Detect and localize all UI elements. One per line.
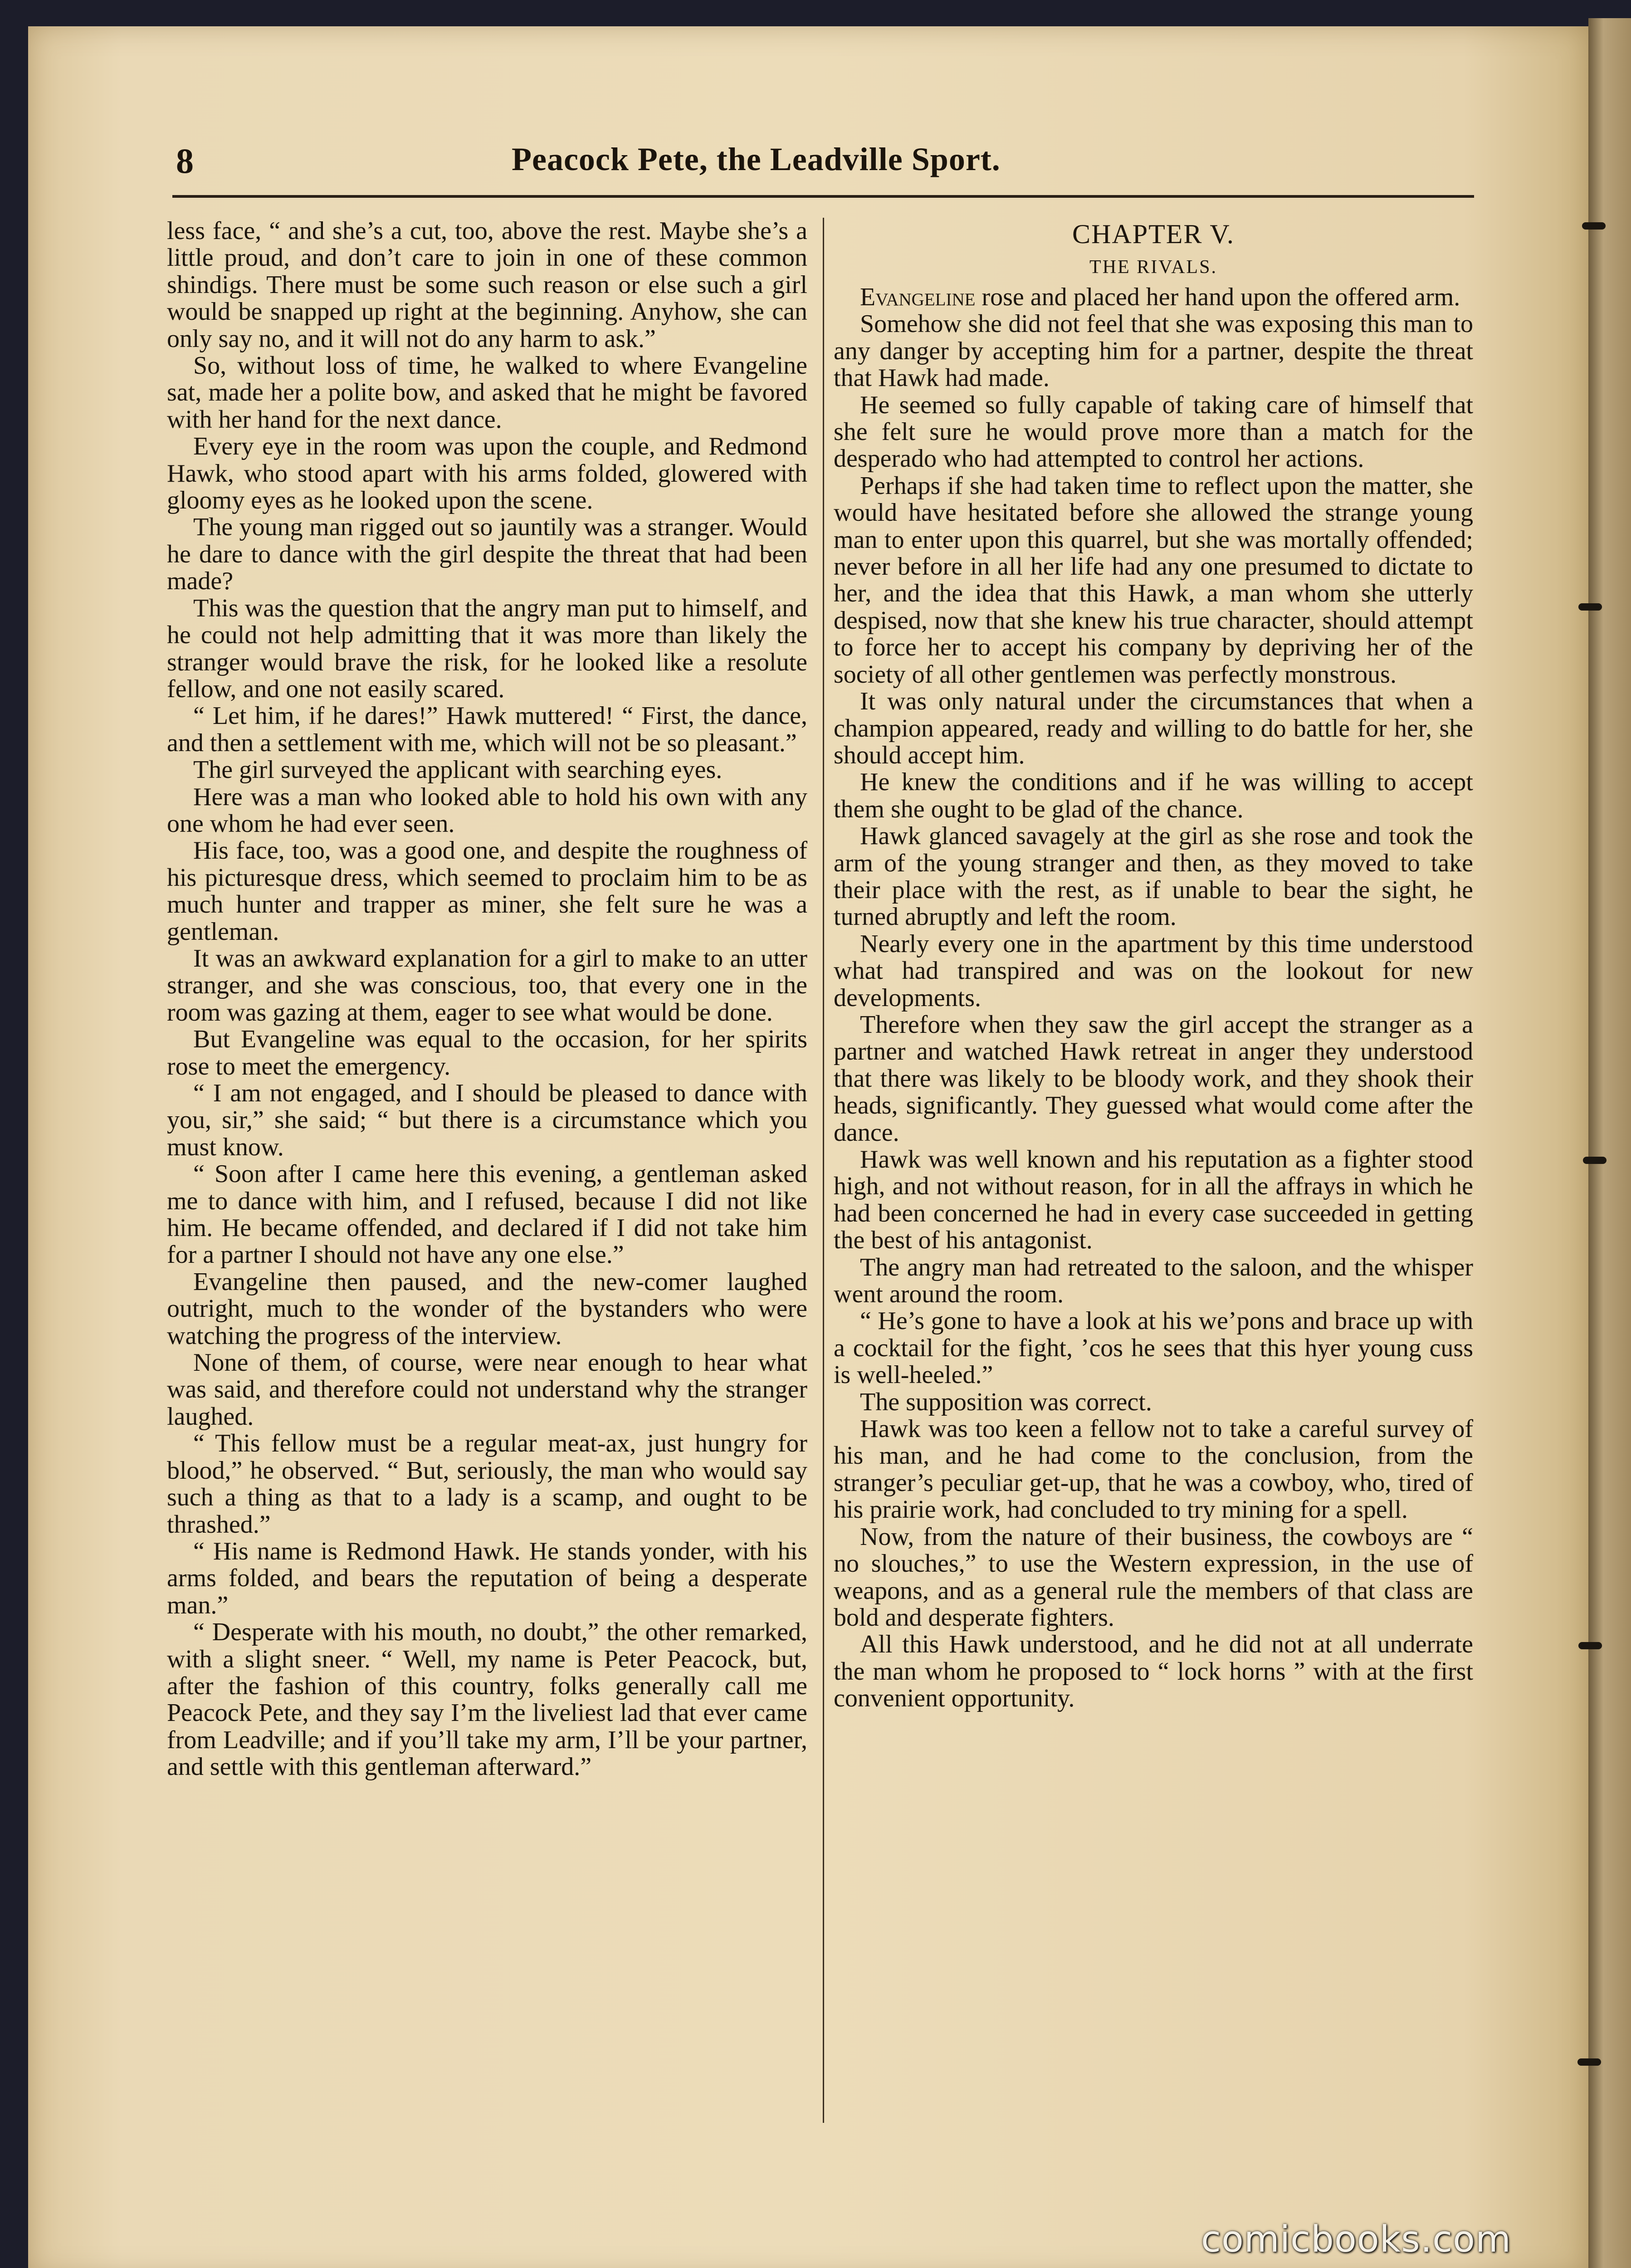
paragraph: He knew the conditions and if he was willing to accept them she ought to be glad of the chance. [834,768,1473,823]
paragraph: “ He’s gone to have a look at his we’pons and brace up with a cocktail for the fight, ’cos he sees that this hyer young cuss is well-heeled.” [834,1307,1473,1389]
paragraph: This was the question that the angry man put to himself, and he could not help admitting that it was more than likely the stranger would brave the risk, for he looked like a resolute fellow, and one not easily scared. [167,594,807,703]
paragraph: “ His name is Redmond Hawk. He stands yonder, with his arms folded, and bears the reputation of being a desperate man.” [167,1537,807,1619]
paragraph: “ This fellow must be a regular meat-ax, just hungry for blood,” he observed. “ But, seriously, the man who would say such a thing as that to a lady is a scamp, and ought to be thrashed.” [167,1429,807,1539]
paragraph: Here was a man who looked able to hold his own with any one whom he had ever seen. [167,782,807,838]
chapter-opening-word: Evangeline [860,283,976,311]
paragraph: The young man rigged out so jauntily was a stranger. Would he dare to dance with the girl despite the threat that had been made? [167,513,807,596]
chapter-opening-paragraph [834,284,1473,311]
column-divider [823,218,824,2123]
paragraph: His face, too, was a good one, and despite the roughness of his picturesque dress, which seemed to proclaim him to be as much hunter and trapper as miner, she felt sure he was a gentleman. [167,836,807,946]
chapter-title: CHAPTER V. [1072,219,1235,249]
paragraph: It was only natural under the circumstances that when a champion appeared, ready and willing to do battle for her, she should accept him. [834,687,1473,769]
paragraph: “ Let him, if he dares!” Hawk muttered! “ First, the dance, and then a settlement with me, which will not be so pleasant.” [167,702,807,757]
right-text-column [834,218,1473,1712]
binding-tab [1583,1157,1607,1164]
paragraph: Now, from the nature of their business, the cowboys are “ no slouches,” to use the Western expression, in the use of weapons, and as a general rule the members of that class are bold and desperate fighters. [834,1522,1473,1632]
binding-tab [1582,222,1606,230]
next-page-edge [1588,18,1631,2268]
paragraph: He seemed so fully capable of taking care of himself that she felt sure he would prove more than a match for the desperado who had attempted to control her actions. [834,391,1473,473]
running-title: Peacock Pete, the Leadville Sport. [512,141,1001,177]
header-rule [172,195,1474,198]
binding-tab [1578,603,1602,611]
paragraph: The supposition was correct. [860,1388,1152,1416]
binding-tab [1577,2058,1601,2066]
chapter-subtitle: THE RIVALS. [1089,257,1217,278]
paragraph: Hawk glanced savagely at the girl as she rose and took the arm of the young stranger and then, as they moved to take their place with the rest, as if unable to bear the sight, he turned abruptly and left the room. [834,822,1473,931]
paragraph: The angry man had retreated to the saloon, and the whisper went around the room. [834,1253,1473,1309]
paragraph: None of them, of course, were near enough to hear what was said, and therefore could not understand why the stranger laughed. [167,1349,807,1431]
page-number: 8 [176,141,194,181]
paragraph: Somehow she did not feel that she was exposing this man to any danger by accepting him for a partner, despite the threat that Hawk had made. [834,310,1473,392]
paragraph: It was an awkward explanation for a girl to make to an utter stranger, and she was conscious, too, that every one in the room was gazing at them, eager to see what would be done. [167,944,807,1026]
paragraph: “ Soon after I came here this evening, a gentleman asked me to dance with him, and I refused, because I did not like him. He became offended, and declared if I did not take him for a partner I should not have any one else.” [167,1160,807,1269]
running-header [176,132,1473,200]
paragraph: The girl surveyed the applicant with searching eyes. [193,756,723,784]
paragraph: “ Desperate with his mouth, no doubt,” the other remarked, with a slight sneer. “ Well, my name is Peter Peacock, but, after the fashion of this country, folks generally call me Peacock Pete, and they say I’m the liveliest lad that ever came from Leadville; and if you’ll take my arm, I’ll be your partner, and settle with this gentleman afterward.” [167,1618,807,1781]
paragraph: Nearly every one in the apartment by this time understood what had transpired and was on the lookout for new developments. [834,929,1473,1012]
paragraph: “ I am not engaged, and I should be pleased to dance with you, sir,” she said; “ but there is a circumstance which you must know. [167,1079,807,1161]
chapter-opening-text: rose and placed her hand upon the offered arm. [975,283,1460,311]
paragraph: All this Hawk understood, and he did not at all underrate the man whom he proposed to “ lock horns ” with at the first convenient opportunity. [834,1630,1473,1713]
paragraph: less face, “ and she’s a cut, too, above the rest. Maybe she’s a little proud, and don’t care to join in one of these common shindigs. There must be some such reason or else such a girl would be snapped up right at the beginning. Anyhow, she can only say no, and it will not do any harm to ask.” [167,217,807,353]
paragraph: So, without loss of time, he walked to where Evangeline sat, made her a polite bow, and asked that he might be favored with her hand for the next dance. [167,352,807,434]
paragraph: Therefore when they saw the girl accept the stranger as a partner and watched Hawk retreat in anger they understood that there was likely to be bloody work, and they shook their heads, significantly. They guessed what would come after the dance. [834,1010,1473,1147]
paragraph: Perhaps if she had taken time to reflect upon the matter, she would have hesitated before she allowed the strange young man to enter upon this quarrel, but she was mortally offended; never before in all her life had any one presumed to dictate to her, and the idea that this Hawk, a man whom she utterly despised, now that she knew his true character, should attempt to force her to accept his company by depriving her of the society of all other gentlemen was perfectly monstrous. [834,471,1473,689]
paragraph: Every eye in the room was upon the couple, and Redmond Hawk, who stood apart with his arms folded, glowered with gloomy eyes as he looked upon the scene. [167,432,807,515]
site-watermark: comicbooks.com [1201,2218,1512,2260]
binding-tab [1578,1642,1602,1649]
left-text-column [167,218,807,1781]
paragraph: Evangeline then paused, and the new-comer laughed outright, much to the wonder of the bystanders who were watching the progress of the interview. [167,1267,807,1350]
paragraph: Hawk was well known and his reputation as a fighter stood high, and not without reason, for in all the affrays in which he had been concerned he had in every case succeeded in getting the best of his antagonist. [834,1145,1473,1255]
paragraph: But Evangeline was equal to the occasion, for her spirits rose to meet the emergency. [167,1025,807,1080]
paragraph: Hawk was too keen a fellow not to take a careful survey of his man, and he had come to the conclusion, from the stranger’s peculiar get-up, that he was a cowboy, who, tired of his prairie work, had concluded to try mining for a spell. [834,1415,1473,1524]
